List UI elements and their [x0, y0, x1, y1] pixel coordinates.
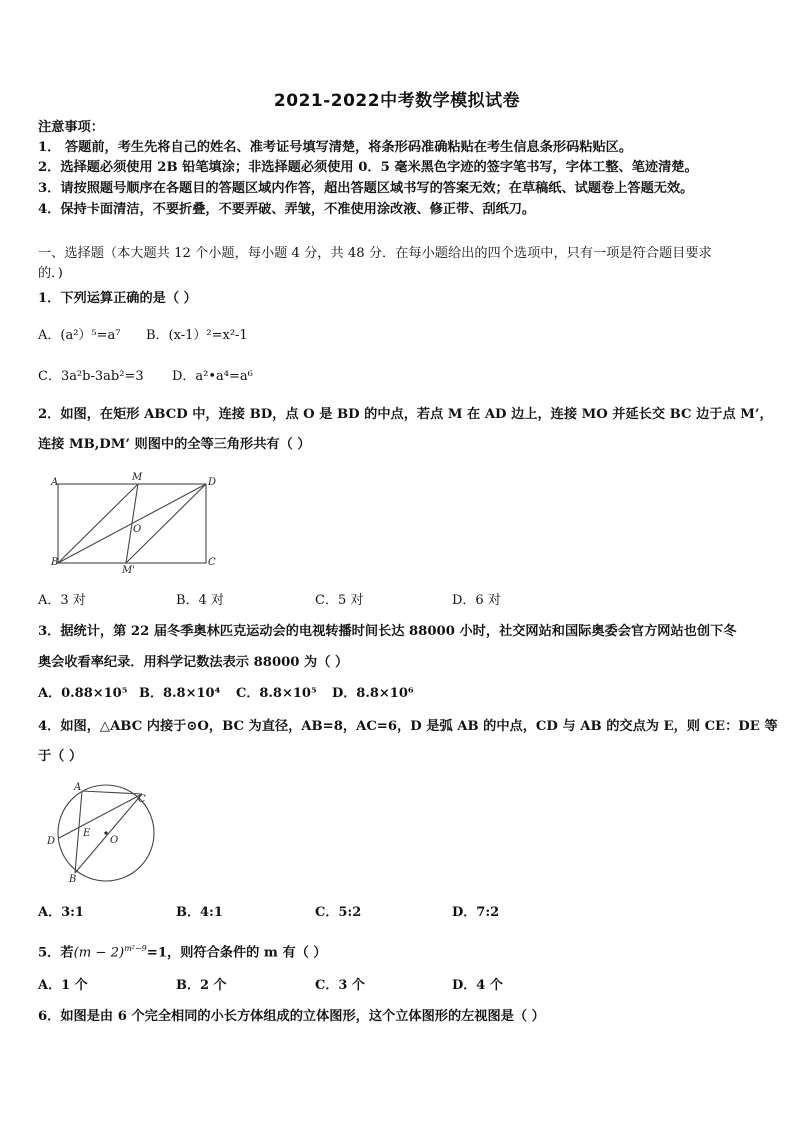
notice-item: 1． 答题前，考生先将自己的姓名、准考证号填写清楚，将条形码准确粘贴在考生信息条形码粘贴区。 — [38, 140, 633, 155]
label-b: B — [69, 874, 77, 885]
label-d: D — [208, 477, 217, 488]
q5-exponent: m²−9 — [124, 944, 147, 953]
chord-ac — [82, 791, 142, 794]
q5-option-d: D．4 个 — [452, 978, 503, 993]
q5-option-b: B．2 个 — [176, 978, 227, 993]
label-o: O — [110, 835, 119, 846]
q5-suffix: =1，则符合条件的 m 有（ ） — [146, 945, 327, 961]
q5-option-a: A．1 个 — [38, 978, 88, 993]
page-title: 2021-2022中考数学模拟试卷 — [273, 91, 521, 111]
q4-option-c: C．5:2 — [315, 905, 362, 920]
label-a: A — [74, 782, 82, 793]
q2-option-c: C．5 对 — [315, 593, 364, 608]
q4-option-a: A．3:1 — [38, 905, 84, 920]
q1-option-c: C．3a²b-3ab²=3 — [38, 369, 144, 384]
label-d: D — [47, 836, 56, 847]
q2-stem: 2．如图，在矩形 ABCD 中，连接 BD，点 O 是 BD 的中点，若点 M 在 AD 边上，连接 MO 并延长交 BC 边于点 M’， — [38, 407, 773, 422]
q4-option-b: B．4:1 — [176, 905, 223, 920]
q1-stem: 1．下列运算正确的是（ ） — [38, 291, 197, 306]
q1-option-a: A．(a²）⁵=a⁷ — [38, 328, 121, 343]
notice-heading: 注意事项： — [38, 120, 104, 135]
q2-stem-cont: 连接 MB,DM’ 则图中的全等三角形共有（ ） — [38, 437, 311, 452]
label-m: M — [132, 472, 143, 483]
q3-option-b: B．8.8×10⁴ — [139, 686, 221, 701]
label-c: C — [138, 794, 146, 805]
label-c: C — [208, 557, 216, 568]
q3-option-d: D．8.8×10⁶ — [332, 686, 414, 701]
label-o: O — [133, 524, 142, 535]
label-a: A — [51, 477, 59, 488]
q2-option-b: B．4 对 — [176, 593, 224, 608]
q3-stem: 3．据统计，第 22 届冬季奥林匹克运动会的电视转播时间长达 88000 小时，社交网站和国际奥委会官方网站也创下冬 — [38, 624, 737, 639]
q3-option-c: C．8.8×10⁵ — [236, 686, 317, 701]
q2-option-a: A．3 对 — [38, 593, 86, 608]
q4-stem-cont: 于（ ） — [38, 749, 83, 764]
q4-stem: 4．如图，△ABC 内接于⊙O，BC 为直径，AB=8，AC=6，D 是弧 AB 的中点，CD 与 AB 的交点为 E，则 CE：DE 等 — [38, 719, 778, 734]
notice-item: 2．选择题必须使用 2B 铅笔填涂；非选择题必须使用 0．5 毫米黑色字迹的签字笔书写，字体工整、笔迹清楚。 — [38, 160, 698, 175]
q5-option-c: C．3 个 — [315, 978, 365, 993]
q6-stem: 6．如图是由 6 个完全相同的小长方体组成的立体图形，这个立体图形的左视图是（ ） — [38, 1009, 545, 1024]
center-dot — [104, 831, 107, 834]
q5-prefix: 5．若 — [38, 945, 74, 961]
notice-item: 3．请按照题号顺序在各题目的答题区域内作答，超出答题区域书写的答案无效；在草稿纸、试题卷上答题无效。 — [38, 181, 694, 196]
q2-option-d: D．6 对 — [452, 593, 501, 608]
q4-option-d: D．7:2 — [452, 905, 500, 920]
section-heading: 一、选择题（本大题共 12 个小题，每小题 4 分，共 48 分．在每小题给出的四个选项中，只有一项是符合题目要求 — [38, 246, 712, 261]
circle-figure — [38, 778, 168, 888]
q5-base-expression: (m − 2) — [73, 945, 125, 961]
label-e: E — [83, 828, 91, 839]
q5-stem — [38, 939, 327, 963]
q3-stem-cont: 奥会收看率纪录．用科学记数法表示 88000 为（ ） — [38, 655, 349, 670]
q1-option-b: B．(x-1）²=x²-1 — [146, 328, 248, 343]
segment-mb — [58, 484, 138, 563]
q1-option-d: D．a²•a⁴=a⁶ — [172, 369, 253, 384]
label-b: B — [51, 557, 59, 568]
notice-item: 4．保持卡面清洁，不要折叠，不要弄破、弄皱，不准使用涂改液、修正带、刮纸刀。 — [38, 202, 536, 217]
label-m-prime: M' — [122, 565, 135, 576]
q3-option-a: A．0.88×10⁵ — [38, 686, 128, 701]
rectangle-figure — [38, 470, 228, 578]
chord-ab — [75, 791, 82, 873]
section-heading-cont: 的．) — [38, 266, 63, 281]
chord-cd — [59, 794, 142, 838]
